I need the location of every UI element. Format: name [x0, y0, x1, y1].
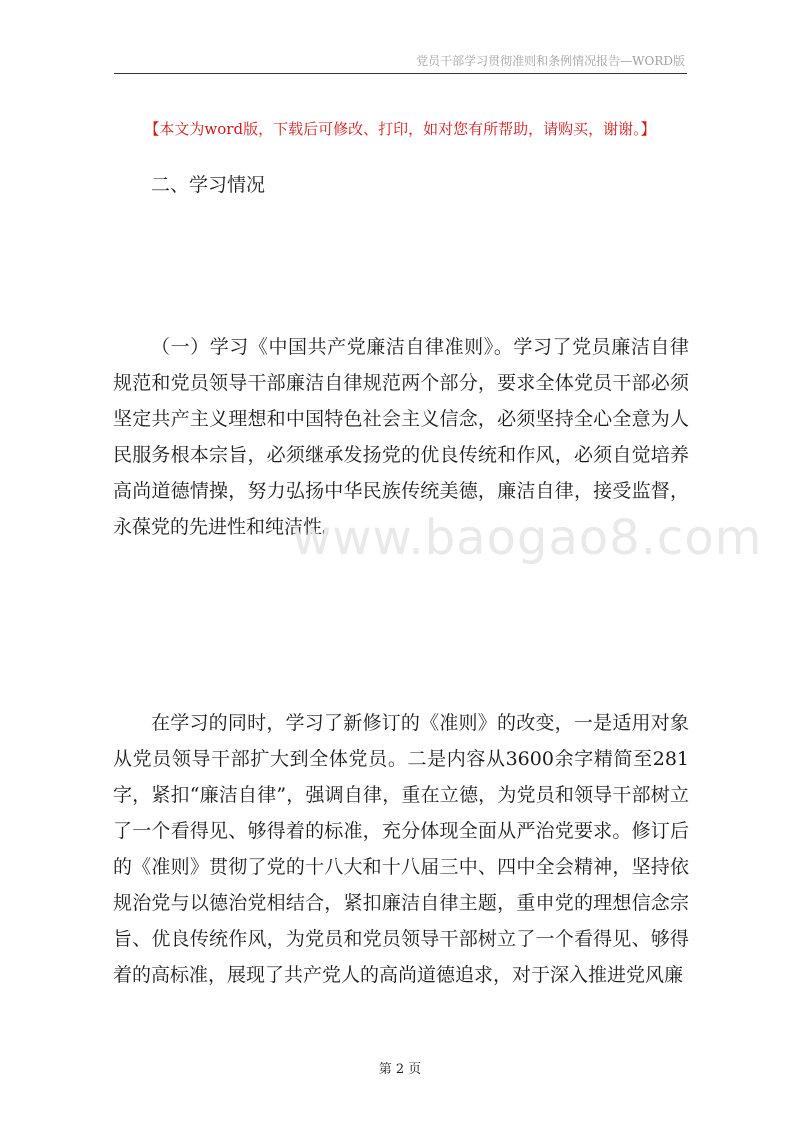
- body-paragraph-2: 在学习的同时，学习了新修订的《准则》的改变，一是适用对象从党员领导干部扩大到全体党员。二是内容从3600余字精简至281字，紧扣“廉洁自律”，强调自律，重在立德，为党员和领导干部树立了一个看得见、够得着的标准，充分体现全面从严治党要求。修订后的《准则》贯彻了党的十八大和十八届三中、四中全会精神，坚持依规治党与以德治党相结合，紧扣廉洁自律主题，重申党的理想信念宗旨、优良传统作风，为党员和党员领导干部树立了一个看得见、够得着的高标准，展现了共产党人的高尚道德追求，对于深入推进党风廉: [113, 712, 689, 986]
- purchase-notice: 【本文为word版，下载后可修改、打印，如对您有所帮助，请购买，谢谢。】: [144, 120, 656, 138]
- body-paragraph-1: （一）学习《中国共产党廉洁自律准则》。学习了党员廉洁自律规范和党员领导干部廉洁自律规范两个部分，要求全体党员干部必须坚定共产主义理想和中国特色社会主义信念，必须坚持全心全意为人民服务根本宗旨，必须继承发扬党的优良传统和作风，必须自觉培养高尚道德情操，努力弘扬中华民族传统美德，廉洁自律，接受监督，永葆党的先进性和纯洁性。: [113, 336, 689, 538]
- header-divider: [114, 73, 687, 74]
- section-heading: 二、学习情况: [151, 174, 266, 196]
- running-header: 党员干部学习贯彻准则和条例情况报告—WORD版: [416, 54, 685, 68]
- watermark: www.baogao8.com: [292, 510, 763, 566]
- page-number: 第 2 页: [378, 1062, 422, 1077]
